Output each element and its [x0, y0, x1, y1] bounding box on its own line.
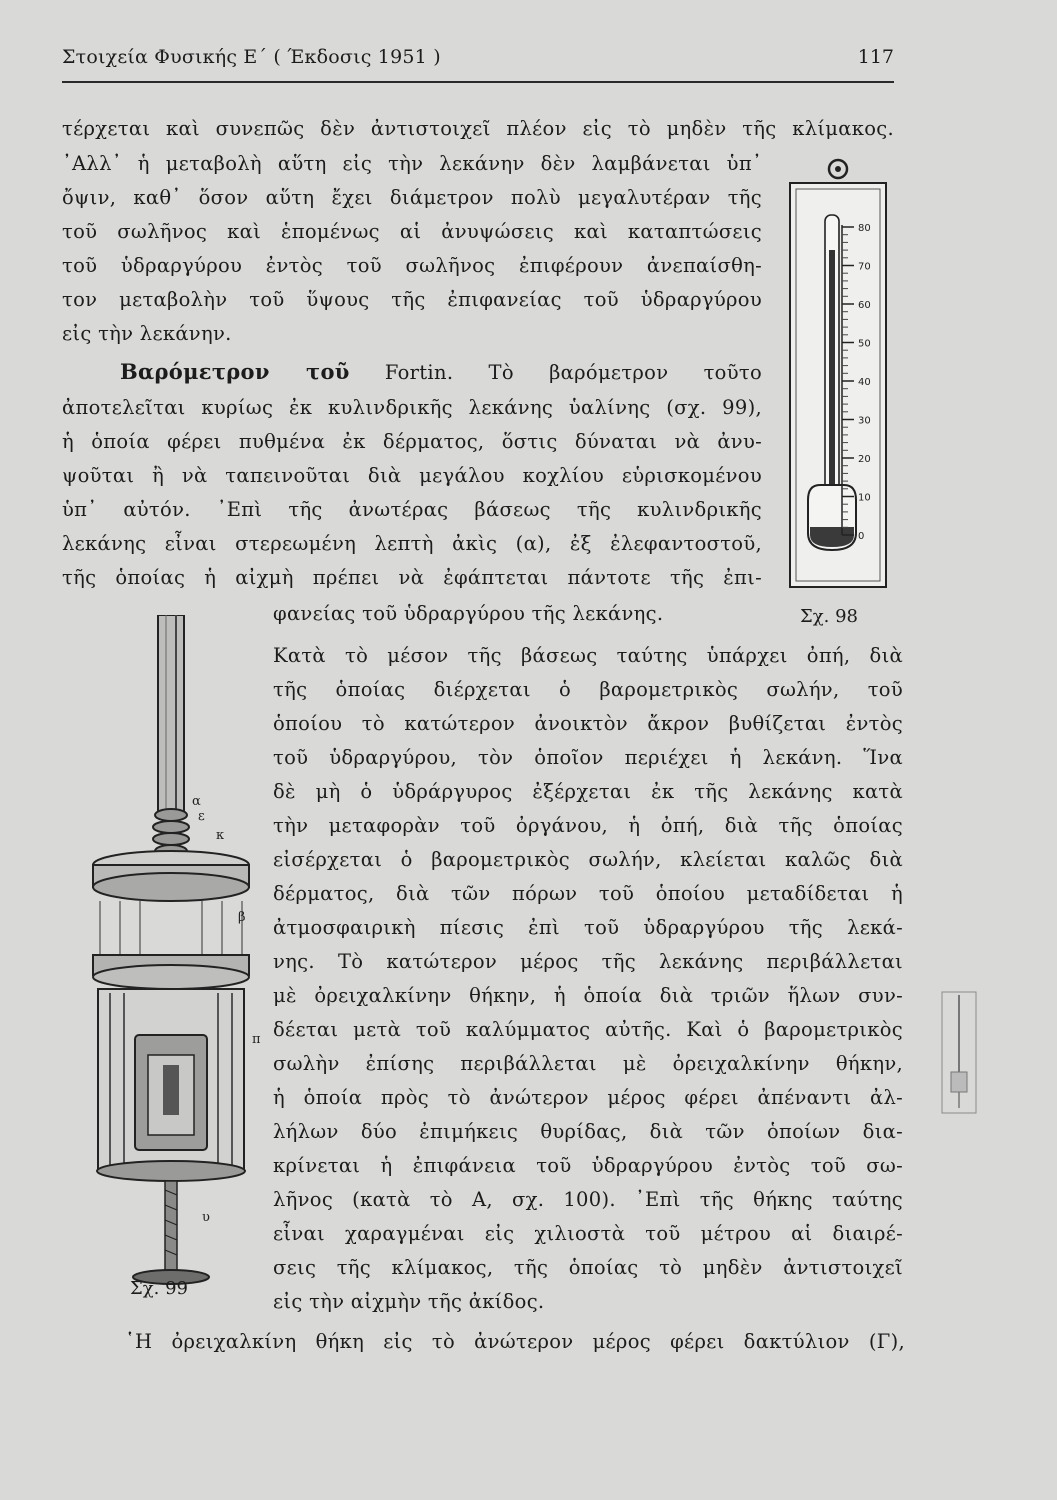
figure-99-part-label: β: [238, 910, 246, 925]
text-line: τῆς ὁποίας διέρχεται ὁ βαρομετρικὸς σωλήν, τοῦ: [273, 678, 903, 701]
text-line: ῾Η ὀρειχαλκίνη θήκη εἰς τὸ ἀνώτερον μέρος φέρει δακτύλιον (Γ),: [125, 1330, 905, 1353]
text-line: μὲ ὀρειχαλκίνην θήκην, ἡ ὁποία διὰ τριῶν ἥλων συν-: [273, 984, 903, 1007]
text-line: ψοῦται ἢ νὰ ταπεινοῦται διὰ μεγάλου κοχλίου εὑρισκομένου: [62, 464, 762, 487]
scale-label: 60: [858, 300, 871, 311]
scale-label: 10: [858, 492, 871, 504]
text-line: τῆς ὁποίας ἡ αἰχμὴ πρέπει νὰ ἐφάπτεται πάντοτε τῆς ἐπι-: [62, 566, 762, 589]
page-number: 117: [857, 46, 894, 68]
text-line: εἰσέρχεται ὁ βαρομετρικὸς σωλήν, κλείεται καλῶς διὰ: [273, 848, 903, 871]
margin-sketch-figure: [938, 990, 980, 1115]
text-line: ἀποτελεῖται κυρίως ἐκ κυλινδρικῆς λεκάνης ὑαλίνης (σχ. 99),: [62, 396, 762, 419]
figure-99-part-label: α: [192, 794, 201, 809]
text-line: δὲ μὴ ὁ ὑδράργυρος ἐξέρχεται ἐκ τῆς λεκάνης κατὰ: [273, 780, 903, 803]
scale-label: 40: [858, 377, 871, 388]
header-rule: [62, 81, 894, 83]
text-line: τον μεταβολὴν τοῦ ὕψους τῆς ἐπιφανείας τοῦ ὑδραργύρου: [62, 288, 762, 311]
figure-99-part-label: ε: [198, 809, 205, 824]
text-line: Κατὰ τὸ μέσον τῆς βάσεως ταύτης ὑπάρχει ὀπή, διὰ: [273, 644, 903, 667]
heading-continuation: Fortin. Τὸ βαρόμετρον τοῦτο: [349, 361, 762, 384]
scale-label: 20: [858, 454, 871, 465]
scale-label: 70: [858, 261, 871, 273]
text-line: ὁποίου τὸ κατώτερον ἀνοικτὸν ἄκρον βυθίζεται ἐντὸς: [273, 712, 903, 735]
text-line: σεις τῆς κλίμακος, τῆς ὁποίας τὸ μηδὲν ἀντιστοιχεῖ: [273, 1256, 903, 1279]
text-line: ὄψιν, καθ᾽ ὅσον αὕτη ἔχει διάμετρον πολὺ μεγαλυτέραν τῆς: [62, 186, 762, 209]
figure-99-fortin-barometer: [80, 615, 275, 1305]
text-line: λεκάνης εἶναι στερεωμένη λεπτὴ ἀκὶς (α), ἐξ ἐλεφαντοστοῦ,: [62, 532, 762, 555]
text-line: δέεται μετὰ τοῦ καλύμματος αὐτῆς. Καὶ ὁ βαρομετρικὸς: [273, 1018, 903, 1041]
figure-99-part-label: π: [252, 1032, 261, 1047]
text-line: ἀτμοσφαιρικὴ πίεσις ἐπὶ τοῦ ὑδραργύρου τῆς λεκά-: [273, 916, 903, 939]
figure-99-part-label: υ: [202, 1210, 210, 1225]
text-line: δέρματος, διὰ τῶν πόρων τοῦ ὁποίου μεταδίδεται ἡ: [273, 882, 903, 905]
text-line: εἰς τὴν λεκάνην.: [62, 322, 232, 345]
section-heading: Βαρόμετρον τοῦ: [120, 359, 350, 384]
running-header: [62, 46, 894, 80]
figure-98-caption: Σχ. 98: [800, 606, 858, 627]
text-line: ἡ ὁποία φέρει πυθμένα ἐκ δέρματος, ὅστις δύναται νὰ ἀνυ-: [62, 430, 762, 453]
text-line: νης. Τὸ κατώτερον μέρος τῆς λεκάνης περιβάλλεται: [273, 950, 903, 973]
scale-label: 0: [858, 531, 865, 542]
text-line: τέρχεται καὶ συνεπῶς δὲν ἀντιστοιχεῖ πλέον εἰς τὸ μηδὲν τῆς κλίμακος.: [62, 117, 894, 140]
text-line: εἶναι χαραγμέναι εἰς χιλιοστὰ τοῦ μέτρου αἱ διαιρέ-: [273, 1222, 903, 1245]
text-line: τοῦ ὑδραργύρου ἐντὸς τοῦ σωλῆνος ἐπιφέρουν ἀνεπαίσθη-: [62, 254, 762, 277]
section-heading-line: [120, 358, 762, 387]
text-line: ὑπ᾽ αὐτόν. ᾽Επὶ τῆς ἀνωτέρας βάσεως τῆς κυλινδρικῆς: [62, 498, 762, 521]
text-line: ᾽Αλλ᾽ ἡ μεταβολὴ αὕτη εἰς τὴν λεκάνην δὲν λαμβάνεται ὑπ᾽: [62, 152, 762, 175]
scale-label: 30: [858, 415, 871, 427]
scale-label: 50: [858, 338, 871, 350]
figure-99-part-label: κ: [216, 828, 225, 843]
figure-98-barometer-scale: [780, 155, 900, 595]
header-title: Στοιχεία Φυσικής Ε΄ ( Έκδοσις 1951 ): [62, 46, 441, 68]
text-line: σωλὴν ἐπίσης περιβάλλεται μὲ ὀρειχαλκίνην θήκην,: [273, 1052, 903, 1075]
text-line: λήλων δύο ἐπιμήκεις θυρίδας, διὰ τῶν ὁποίων δια-: [273, 1120, 903, 1143]
figure-99-caption: Σχ. 99: [130, 1278, 188, 1299]
text-line: φανείας τοῦ ὑδραργύρου τῆς λεκάνης.: [273, 602, 664, 625]
text-line: ἡ ὁποία πρὸς τὸ ἀνώτερον μέρος φέρει ἀπέναντι ἀλ-: [273, 1086, 903, 1109]
text-line: τοῦ σωλῆνος καὶ ἑπομένως αἱ ἀνυψώσεις καὶ καταπτώσεις: [62, 220, 762, 243]
text-line: λῆνος (κατὰ τὸ Α, σχ. 100). ᾽Επὶ τῆς θήκης ταύτης: [273, 1188, 903, 1211]
text-line: κρίνεται ἡ ἐπιφάνεια τοῦ ὑδραργύρου ἐντὸς τοῦ σω-: [273, 1154, 903, 1177]
text-line: εἰς τὴν αἰχμὴν τῆς ἀκίδος.: [273, 1290, 545, 1313]
text-line: τοῦ ὑδραργύρου, τὸν ὁποῖον περιέχει ἡ λεκάνη. Ἵνα: [273, 746, 903, 769]
text-line: τὴν μεταφορὰν τοῦ ὀργάνου, ἡ ὀπή, διὰ τῆς ὁποίας: [273, 814, 903, 837]
scale-label: 80: [858, 223, 871, 234]
